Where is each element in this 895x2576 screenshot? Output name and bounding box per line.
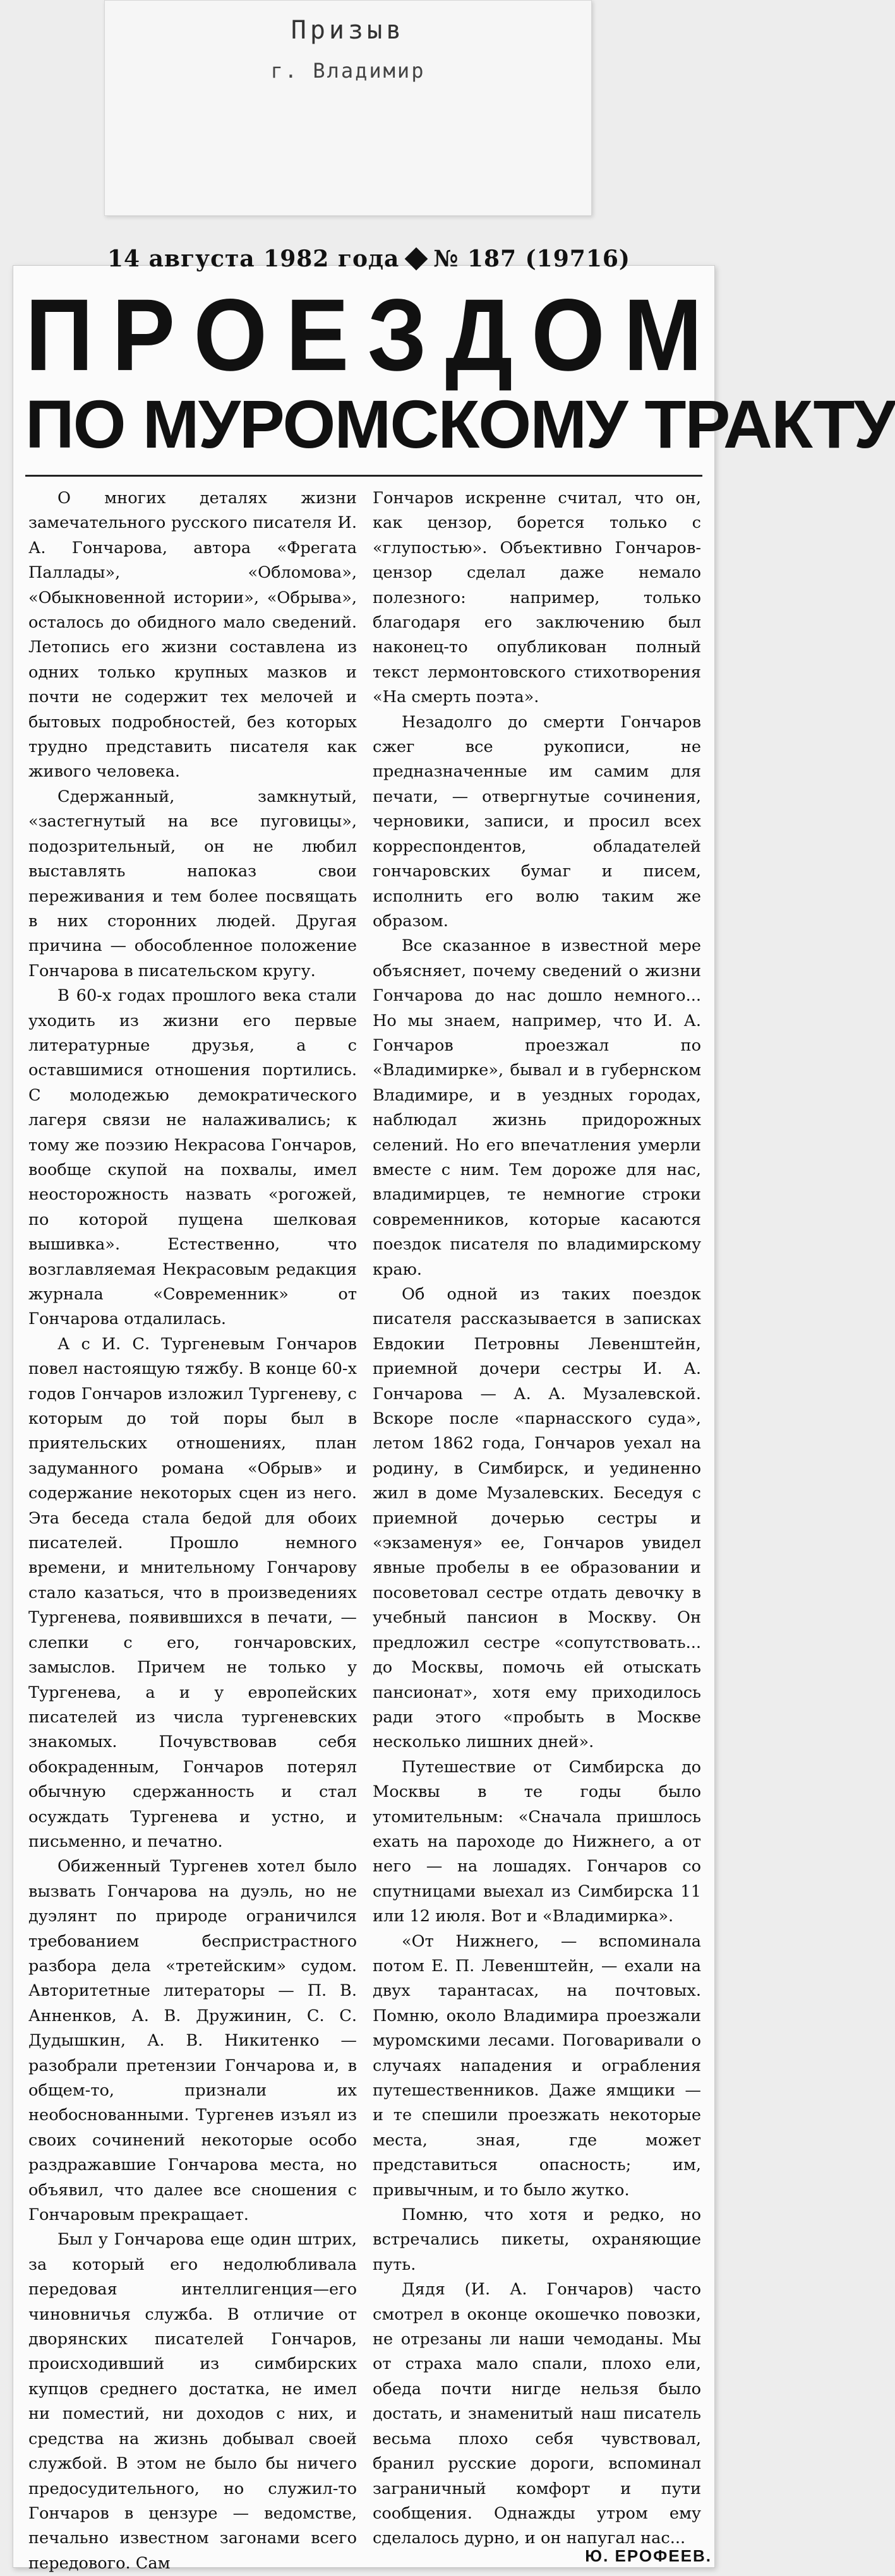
article-paragraph: Все сказанное в известной мере объясняет, почему сведений о жизни Гончарова до нас дошло немного... Но мы знаем, например, что И. А. Гончаров проезжал по «Владимирке», бывал и в губернском Владимире, и в уездных городах, наблюдал жизнь придорожных селений. Но его впечатления умерли вместе с ним. Тем дороже для нас, владимирцев, те немногие строки современников, которые касаются поездок писателя по владимирскому краю. bbox=[373, 936, 701, 1279]
headline-letter: О bbox=[193, 277, 268, 392]
article-paragraph: В 60-х годах прошлого века стали уходить из жизни его первые литературные друзья, а с оставшимися отношения портились. С молодежью демократического лагеря связи не налаживались; к тому же поэзию Некрасова Гончаров, вообще скупой на похвалы, имел неосторожность назвать «рогожей, по которой пущена шелковая вышивка». Естественно, что возглавляемая Некрасовым редакция журнала «Современник» от Гончарова отдалилась. bbox=[28, 986, 357, 1329]
newspaper-city: г. Владимир bbox=[270, 59, 426, 83]
article-paragraph: А с И. С. Тургеневым Гончаров повел настоящую тяжбу. В конце 60-х годов Гончаров изложил Тургеневу, с которым до той поры был в приятельских отношениях, план задуманного романа «Обрыв» и содержание некоторых сцен из него. Эта беседа стала бедой для обоих писателей. Прошло немного времени, и мнительному Гончарову стало казаться, что в произведениях Тургенева, появившихся в печати, — слепки с его, гончаровских, замыслов. Причем не только у Тургенева, а и у европейских писателей из числа тургеневских знакомых. Почувствовав себя обокраденным, Гончаров потерял обычную сдержанность и стал осуждать Тургенева и устно, и письменно, и печатно. bbox=[28, 1334, 357, 1851]
newspaper-name: Призыв bbox=[291, 16, 405, 45]
article-paragraph: Помню, что хотя и редко, но встречались пикеты, охраняющие путь. bbox=[373, 2205, 701, 2274]
article-paragraph: О многих деталях жизни замечательного русского писателя И. А. Гончарова, автора «Фрегата Паллады», «Обломова», «Обыкновенной истории», «Обрыва», осталось до обидного мало сведений. Летопись его жизни составлена из одних только крупных мазков и почти не содержит тех мелочей и бытовых подробностей, без которых трудно представить писателя как живого человека. bbox=[28, 489, 357, 782]
headline-letter: О bbox=[531, 277, 605, 392]
headline-letter: Е bbox=[285, 277, 349, 392]
article-paragraph: Дядя (И. А. Гончаров) часто смотрел в оконце окошечко повозки, не отрезаны ли наши чемоданы. Мы от страха мало спали, плохо ели, обеда почти нигде нельзя было достать, и знаменитый наш писатель весьма плохо себя чувствовал, бранил русские дороги, вспоминал заграничный комфорт и пути сообщения. Однажды утром ему сделалось дурно, и он напугал нас... bbox=[373, 2280, 701, 2548]
article-paragraph: «От Нижнего, — вспоминала потом Е. П. Левенштейн, — ехали на двух тарантасах, на почтовых. Помню, около Владимира проезжали муромскими лесами. Поговаривали о случаях нападения и ограбления путешественников. Даже ямщики — и те спешили проезжать некоторые места, зная, где может представиться опасность; им, привычным, и то было жутко. bbox=[373, 1931, 701, 2200]
article-paragraph: Об одной из таких поездок писателя рассказывается в записках Евдокии Петровны Левенштейн, приемной дочери сестры И. А. Гончарова — А. А. Музалевской. Вскоре после «парнасского суда», летом 1862 года, Гончаров уехал на родину, в Симбирск, и уединенно жил в доме Музалевских. Беседуя с приемной дочерью сестры и «экзаменуя» ее, Гончаров увидел явные пробелы в ее образовании и посоветовал сестре отдать девочку в учебный пансион в Москву. Он предложил сестре «сопутствовать... до Москвы, помочь ей отыскать пансионат», хотя ему приходилось ради этого «пробыть в Москве несколько лишних дней». bbox=[373, 1285, 701, 1752]
masthead-stamp bbox=[104, 0, 592, 216]
article-paragraph: Сдержанный, замкнутый, «застегнутый на все пуговицы», подозрительный, он не любил выставлять напоказ свои переживания и тем более посвящать в них сторонних людей. Другая причина — обособленное положение Гончарова в писательском кругу. bbox=[28, 787, 357, 981]
article-paragraph: Был у Гончарова еще один штрих, за который его недолюбливала передовая интеллигенция—его чиновничья служба. В отличие от дворянских писателей Гончаров, происходивший из симбирских купцов среднего достатка, не имел ни поместий, ни доходов с них, и средства на жизнь добывал своей службой. В этом не было бы ничего предосудительного, но служил-то Гончаров в цензуре — ведомстве, печально известном загонами всего передового. Сам bbox=[28, 2230, 357, 2573]
article-paragraph: Обиженный Тургенев хотел было вызвать Гончарова на дуэль, но не дуэлянт по природе ограничился требованием беспристрастного разбора дела «третейским» судом. Авторитетные литераторы — П. В. Анненков, А. В. Дружинин, С. С. Дудышкин, А. В. Никитенко — разобрали претензии Гончарова и, в общем-то, признали их необоснованными. Тургенев изъял из своих сочинений некоторые особо раздражавшие Гончарова места, но объявил, что далее все сношения с Гончаровым прекращает. bbox=[28, 1857, 357, 2225]
article-column-right bbox=[373, 486, 701, 2551]
headline-rule bbox=[25, 475, 702, 477]
headline-letter: З bbox=[367, 277, 427, 392]
headline-line-2: ПО МУРОМСКОМУ ТРАКТУ bbox=[25, 386, 895, 462]
headline-letter: М bbox=[623, 277, 702, 392]
article-paragraph: Гончаров искренне считал, что он, как цензор, борется только с «глупостью». Объективно Гончаров-цензор сделал даже немало полезного: например, только благодаря его заключению был наконец-то опубликован полный текст лермонтовского стихотворения «На смерть поэта». bbox=[373, 489, 701, 707]
headline-letter: Р bbox=[112, 277, 176, 392]
article-column-left bbox=[28, 486, 357, 2576]
dateline bbox=[107, 240, 715, 278]
issue-date: 14 августа 1982 года bbox=[107, 246, 400, 272]
issue-number: № 187 (19716) bbox=[433, 246, 630, 272]
headline-line-1 bbox=[25, 277, 702, 392]
author-signature: Ю. ЕРОФЕЕВ. bbox=[585, 2546, 712, 2565]
headline-letter: Д bbox=[445, 277, 513, 392]
diamond-icon bbox=[405, 247, 428, 271]
headline-letter: П bbox=[25, 277, 93, 392]
article-paragraph: Незадолго до смерти Гончаров сжег все рукописи, не предназначенные им самим для печати, — отвергнутые сочинения, черновики, записи, и просил всех корреспондентов, обладателей гончаровских бумаг и писем, исполнить его волю таким же образом. bbox=[373, 712, 701, 931]
article-paragraph: Путешествие от Симбирска до Москвы в те годы было утомительным: «Сначала пришлось ехать на пароходе до Нижнего, а от него — на лошадях. Гончаров со спутницами выехал из Симбирска 11 или 12 июля. Вот и «Владимирка». bbox=[373, 1757, 701, 1926]
